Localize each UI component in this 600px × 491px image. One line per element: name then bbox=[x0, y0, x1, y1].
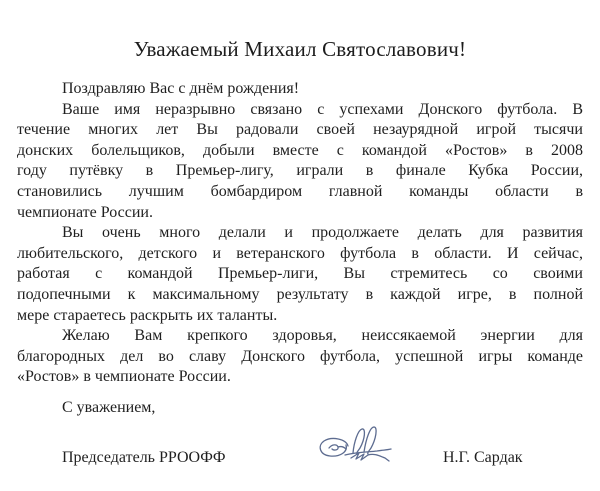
paragraph-line: мере стараетесь раскрыть их таланты. bbox=[17, 306, 278, 324]
letter-salutation: Уважаемый Михаил Святославович! bbox=[133, 37, 467, 61]
signer-name: Н.Г. Сардак bbox=[443, 448, 523, 466]
signer-title: Председатель РРООФФ bbox=[62, 448, 226, 466]
handwritten-signature-icon bbox=[315, 419, 397, 465]
paragraph-line: благородных дел во славу Донского футбола, успешной игры команде bbox=[17, 347, 583, 365]
signature-row bbox=[0, 433, 600, 483]
paragraph-line: течение многих лет Вы радовали своей незаурядной игрой тысячи bbox=[17, 121, 583, 139]
paragraph-line: Ваше имя неразрывно связано с успехами Донского футбола. В bbox=[62, 100, 583, 118]
paragraph-line: работая с командой Премьер-лиги, Вы стремитесь со своими bbox=[17, 265, 583, 283]
paragraph-line: донских болельщиков, добыли вместе с командой «Ростов» в 2008 bbox=[17, 141, 583, 159]
paragraph-line: чемпионате России. bbox=[17, 203, 153, 221]
closing-line: С уважением, bbox=[62, 398, 156, 416]
paragraph-line: «Ростов» в чемпионате России. bbox=[17, 368, 231, 386]
paragraph-line: любительского, детского и ветеранского футбола в области. И сейчас, bbox=[17, 244, 583, 262]
paragraph-line: году путёвку в Премьер-лигу, играли в финале Кубка России, bbox=[17, 162, 583, 180]
paragraph-line: Желаю Вам крепкого здоровья, неиссякаемой энергии для bbox=[62, 327, 583, 345]
letter-body bbox=[0, 79, 600, 388]
paragraph-line: становились лучшим бомбардиром главной команды области в bbox=[17, 182, 583, 200]
paragraph-line: подопечными к максимальному результату в каждой игре, в полной bbox=[17, 285, 583, 303]
paragraph-line: Поздравляю Вас с днём рождения! bbox=[62, 80, 300, 97]
paragraph-line: Вы очень много делали и продолжаете делать для развития bbox=[62, 224, 583, 242]
